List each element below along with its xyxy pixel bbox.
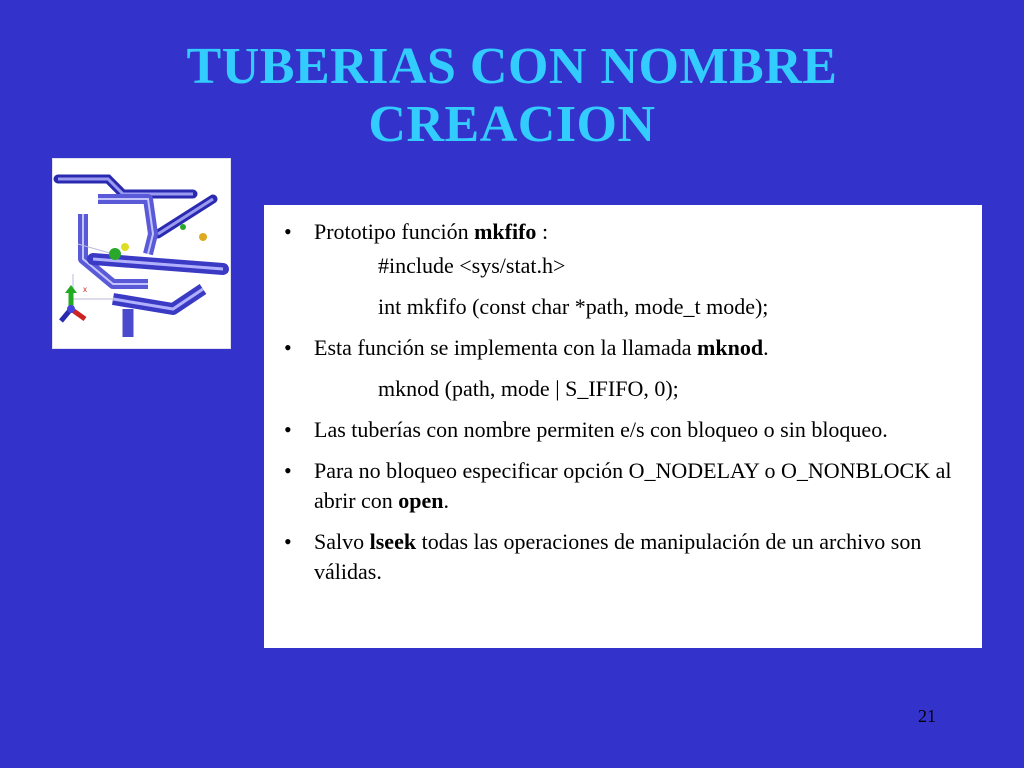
bullet-marker: • — [284, 458, 292, 483]
pipe-network-image — [52, 158, 231, 349]
svg-text:x: x — [83, 285, 87, 294]
slide-title — [0, 38, 1024, 154]
bullet-item-bloqueo — [278, 415, 964, 445]
page-number: 21 — [918, 706, 936, 726]
bullet-marker: • — [284, 335, 292, 360]
bullet-text-after: . — [443, 488, 450, 513]
bullet-marker: • — [284, 417, 292, 442]
title-line-2: CREACION — [368, 96, 656, 153]
code-include: #include <sys/stat.h> — [378, 253, 566, 278]
bullet-text-after: . — [763, 335, 769, 360]
bullet-item-lseek — [278, 527, 964, 587]
bullet-text: Para no bloqueo especificar opción O_NODELAY o O_NONBLOCK al abrir con — [314, 458, 952, 513]
pipe-network-3d-icon — [53, 159, 230, 348]
bullet-text: Las tuberías con nombre permiten e/s con bloqueo o sin bloqueo. — [314, 417, 888, 442]
bullet-marker: • — [284, 529, 292, 554]
bullet-bold-lseek: lseek — [369, 529, 417, 554]
bullet-text: Esta función se implementa con la llamada — [314, 335, 698, 360]
bullet-text-after: : — [536, 219, 549, 244]
bullet-bold-mkfifo: mkfifo — [474, 219, 537, 244]
bullet-bold-open: open — [398, 488, 444, 513]
bullet-text-after: todas las operaciones de manipulación de un archivo son válidas. — [314, 529, 922, 584]
bullet-marker: • — [284, 219, 292, 244]
bullet-item-mknod — [278, 333, 964, 363]
bullet-text: Salvo — [314, 529, 370, 554]
code-mkfifo-prototype: int mkfifo (const char *path, mode_t mode); — [378, 294, 769, 319]
code-mknod-call: mknod (path, mode | S_IFIFO, 0); — [378, 376, 679, 401]
bullet-text: Prototipo función — [314, 219, 475, 244]
content-box — [264, 205, 982, 648]
title-line-1: TUBERIAS CON NOMBRE — [186, 38, 838, 95]
bullet-item-nodelay — [278, 456, 964, 516]
bullet-item-prototipo — [278, 217, 964, 247]
bullet-bold-mknod: mknod — [697, 335, 764, 360]
